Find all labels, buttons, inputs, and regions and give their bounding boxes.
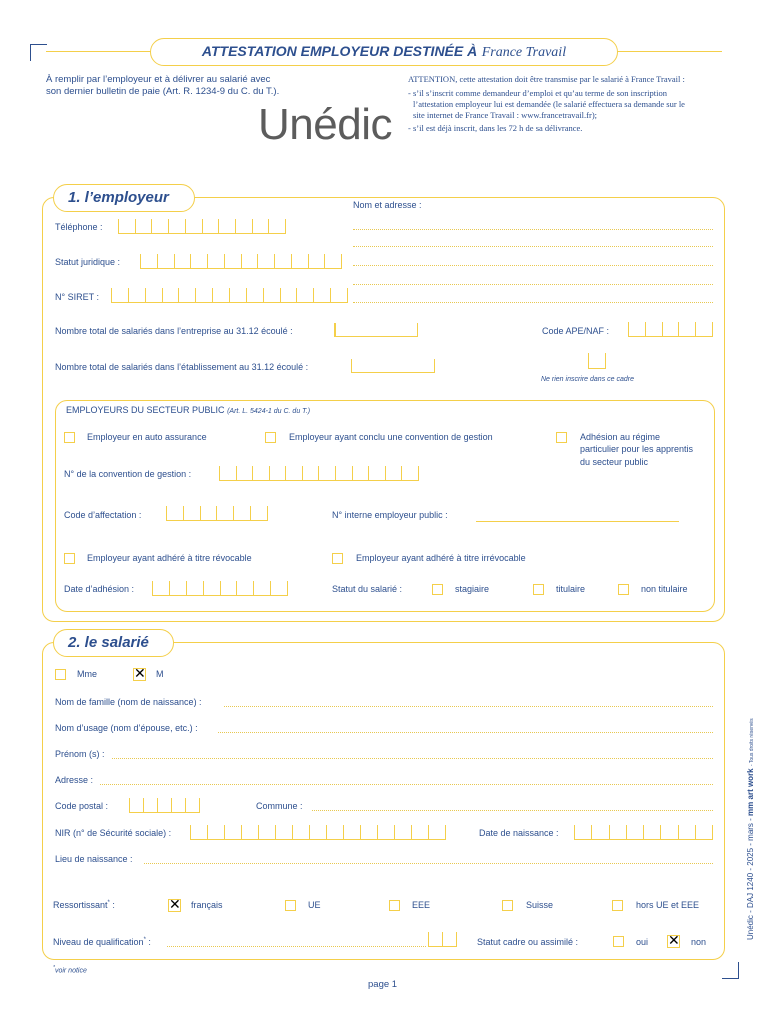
reserved-box	[588, 353, 606, 369]
num-interne-input[interactable]	[476, 521, 679, 522]
niveau-label: Niveau de qualification* :	[53, 937, 151, 947]
nom-famille-input[interactable]	[224, 706, 713, 707]
non-titulaire-label: non titulaire	[641, 584, 688, 594]
voir-notice: *voir notice	[53, 965, 87, 975]
hors-ue-checkbox[interactable]	[612, 900, 623, 911]
nom-adresse-line-5[interactable]	[353, 302, 713, 303]
page-number: page 1	[368, 979, 398, 990]
eee-label: EEE	[412, 900, 431, 910]
ressortissant-label: Ressortissant* :	[53, 900, 115, 910]
siret-input[interactable]	[111, 288, 348, 303]
apprentis-label-line2: particulier pour les apprentis	[580, 444, 694, 454]
apprentis-checkbox[interactable]	[556, 432, 567, 443]
attention-bullet1-line3: site internet de France Travail : www.francetravail.fr);	[413, 110, 598, 120]
apprentis-label-line1: Adhésion au régime	[580, 432, 661, 442]
oui-checkbox[interactable]	[613, 936, 624, 947]
employer-section-title: 1. l’employeur	[53, 184, 195, 212]
code-affectation-input[interactable]	[166, 506, 268, 521]
eee-checkbox[interactable]	[389, 900, 400, 911]
telephone-input[interactable]	[118, 219, 286, 234]
nom-famille-label: Nom de famille (nom de naissance) :	[55, 697, 202, 707]
total-etablissement-input[interactable]	[351, 359, 435, 373]
statut-cadre-label: Statut cadre ou assimilé :	[477, 937, 579, 947]
side-credit: Unédic - DAJ 1240 - 2025 - mars - mm art work - Tous droits réservés	[746, 718, 755, 940]
revocable-label: Employeur ayant adhéré à titre révocable	[87, 553, 252, 563]
total-etablissement-label: Nombre total de salariés dans l’établissement au 31.12 écoulé :	[55, 362, 309, 372]
nir-label: NIR (n° de Sécurité sociale) :	[55, 828, 172, 838]
nom-usage-input[interactable]	[218, 732, 713, 733]
attention-bullet2: - s’il est déjà inscrit, dans les 72 h de sa délivrance.	[408, 123, 583, 133]
m-label: M	[156, 669, 164, 679]
telephone-label: Téléphone :	[55, 222, 103, 232]
num-convention-input[interactable]	[219, 466, 419, 481]
header-title-pill	[150, 38, 618, 66]
prenom-label: Prénom (s) :	[55, 749, 105, 759]
francais-checkbox[interactable]: ✕	[169, 897, 181, 913]
mme-checkbox[interactable]	[55, 669, 66, 680]
stagiaire-label: stagiaire	[455, 584, 490, 594]
m-checkbox[interactable]: ✕	[134, 666, 146, 682]
statut-juridique-input[interactable]	[140, 254, 342, 269]
siret-label: N° SIRET :	[55, 292, 99, 302]
non-titulaire-checkbox[interactable]	[618, 584, 629, 595]
irrevocable-checkbox[interactable]	[332, 553, 343, 564]
attention-line1: ATTENTION, cette attestation doit être transmise par le salarié à France Travail :	[408, 74, 685, 84]
niveau-input-cells[interactable]	[428, 932, 457, 947]
oui-label: oui	[636, 937, 649, 947]
code-affectation-label: Code d’affectation :	[64, 510, 142, 520]
intro-text-line2: son dernier bulletin de paie (Art. R. 1234-9 du C. du T.).	[46, 86, 280, 97]
date-adhesion-input[interactable]	[152, 581, 288, 596]
titulaire-checkbox[interactable]	[533, 584, 544, 595]
num-interne-label: N° interne employeur public :	[332, 510, 448, 520]
code-ape-label: Code APE/NAF :	[542, 326, 610, 336]
date-adhesion-label: Date d’adhésion :	[64, 584, 135, 594]
date-naissance-label: Date de naissance :	[479, 828, 559, 838]
header-title: ATTESTATION EMPLOYEUR DESTINÉE À	[201, 43, 478, 59]
auto-assurance-label: Employeur en auto assurance	[87, 432, 207, 442]
non-checkbox[interactable]: ✕	[668, 933, 680, 949]
apprentis-label-line3: du secteur public	[580, 457, 649, 467]
nom-adresse-line-1[interactable]	[353, 229, 713, 230]
lieu-naissance-input[interactable]	[144, 863, 713, 864]
code-ape-input[interactable]	[628, 322, 713, 337]
date-naissance-input[interactable]	[574, 825, 713, 840]
ue-checkbox[interactable]	[285, 900, 296, 911]
convention-label: Employeur ayant conclu une convention de gestion	[289, 432, 493, 442]
commune-label: Commune :	[256, 801, 303, 811]
unedic-logo: Unédic	[258, 100, 392, 149]
corner-mark-top-left	[30, 44, 47, 61]
commune-input[interactable]	[312, 810, 713, 811]
code-postal-label: Code postal :	[55, 801, 109, 811]
mme-label: Mme	[77, 669, 97, 679]
stagiaire-checkbox[interactable]	[432, 584, 443, 595]
titulaire-label: titulaire	[556, 584, 586, 594]
corner-mark-bottom-right	[722, 962, 739, 979]
niveau-input-line[interactable]	[167, 946, 426, 947]
total-entreprise-input[interactable]	[334, 323, 418, 337]
attention-bullet1-line1: - s’il s’inscrit comme demandeur d’emploi et qu’au terme de son inscription	[408, 88, 667, 98]
lieu-naissance-label: Lieu de naissance :	[55, 854, 133, 864]
revocable-checkbox[interactable]	[64, 553, 75, 564]
ne-rien-note: Ne rien inscrire dans ce cadre	[541, 376, 634, 383]
convention-checkbox[interactable]	[265, 432, 276, 443]
nir-input[interactable]	[190, 825, 446, 840]
statut-juridique-label: Statut juridique :	[55, 257, 121, 267]
adresse-label: Adresse :	[55, 775, 94, 785]
hors-ue-label: hors UE et EEE	[636, 900, 700, 910]
code-postal-input[interactable]	[129, 798, 200, 813]
num-convention-label: N° de la convention de gestion :	[64, 469, 192, 479]
auto-assurance-checkbox[interactable]	[64, 432, 75, 443]
francais-label: français	[191, 900, 223, 910]
nom-adresse-line-2[interactable]	[353, 246, 713, 247]
nom-usage-label: Nom d’usage (nom d’épouse, etc.) :	[55, 723, 198, 733]
ue-label: UE	[308, 900, 321, 910]
nom-adresse-line-4[interactable]	[353, 284, 713, 285]
nom-adresse-line-3[interactable]	[353, 265, 713, 266]
header-brand: France Travail	[481, 45, 567, 60]
suisse-label: Suisse	[526, 900, 554, 910]
intro-text-line1: À remplir par l’employeur et à délivrer au salarié avec	[46, 74, 271, 85]
nom-adresse-label: Nom et adresse :	[353, 200, 422, 210]
suisse-checkbox[interactable]	[502, 900, 513, 911]
total-entreprise-label: Nombre total de salariés dans l’entreprise au 31.12 écoulé :	[55, 326, 293, 336]
employee-section-title: 2. le salarié	[53, 629, 174, 657]
public-sector-title: EMPLOYEURS DU SECTEUR PUBLIC (Art. L. 5424-1 du C. du T.)	[66, 405, 311, 415]
prenom-input[interactable]	[112, 758, 713, 759]
non-label: non	[691, 937, 707, 947]
adresse-input[interactable]	[100, 784, 713, 785]
irrevocable-label: Employeur ayant adhéré à titre irrévocable	[356, 553, 526, 563]
statut-salarie-label: Statut du salarié :	[332, 584, 403, 594]
attention-bullet1-line2: l’attestation employeur lui est demandée (le salarié effectuera sa demande sur le	[413, 99, 685, 109]
